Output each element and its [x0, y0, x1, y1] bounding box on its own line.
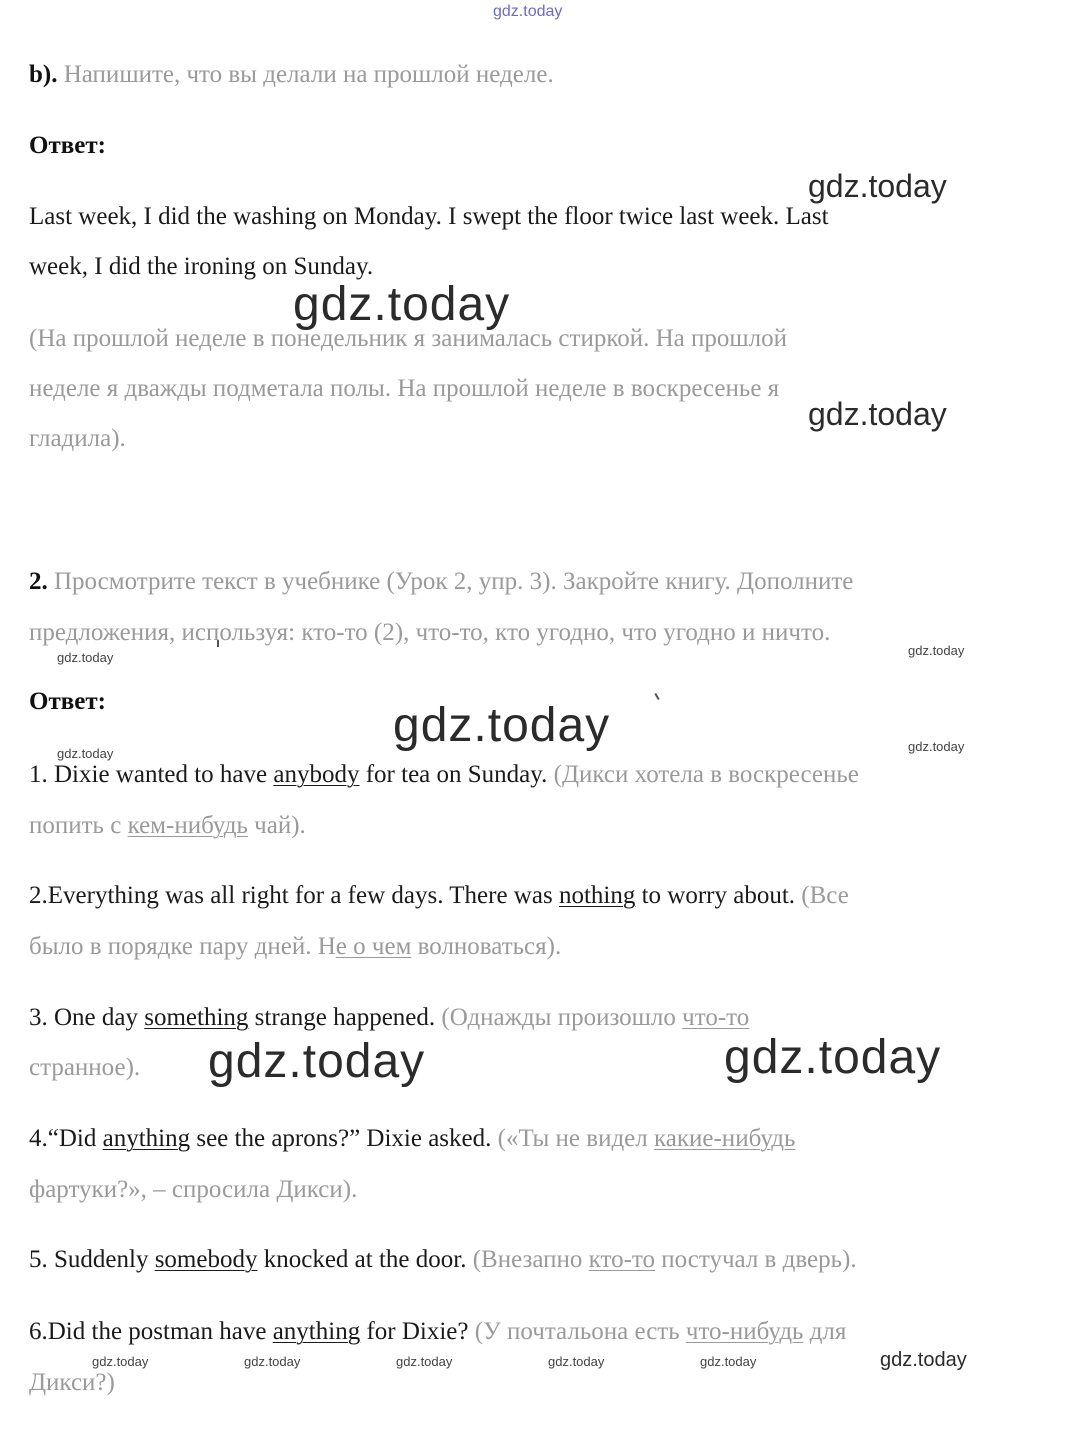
item-text: 1. Dixie wanted to have: [29, 761, 274, 788]
exercise-2-task-text: Просмотрите текст в учебнике (Урок 2, упр. 3). Закройте книгу. Дополните: [47, 568, 854, 595]
watermark: gdz.today: [808, 168, 947, 204]
item-translation-word: какие-нибудь: [654, 1125, 796, 1152]
watermark: gdz.today: [908, 643, 965, 658]
watermark: gdz.today: [724, 1031, 942, 1084]
item-translation: постучал в дверь).: [655, 1246, 857, 1273]
item-translation: (Все: [795, 882, 849, 909]
item-text: to worry about.: [635, 882, 796, 909]
list-item-translation: фартуки?», – спросила Дикси).: [29, 1176, 358, 1203]
section-b-task-text: Напишите, что вы делали на прошлой неделе.: [57, 61, 554, 88]
watermark: gdz.today: [57, 650, 114, 665]
list-item: [29, 1003, 749, 1033]
item-translation-word: е о чем: [335, 933, 412, 960]
answer-en-line: week, I did the ironing on Sunday.: [29, 253, 374, 280]
watermark: gdz.today: [700, 1354, 757, 1369]
item-translation-word: что-нибудь: [685, 1318, 804, 1345]
item-translation: («Ты не видел: [491, 1125, 654, 1152]
watermark: gdz.today: [548, 1354, 605, 1369]
item-translation: (Внезапно: [466, 1246, 589, 1273]
item-translation-word: кем-нибудь: [127, 812, 248, 839]
list-item-translation: Дикси?): [29, 1369, 115, 1396]
stray-mark: [654, 693, 659, 700]
list-item-translation: [29, 932, 561, 962]
answer-ru-line: (На прошлой неделе в понедельник я занималась стиркой. На прошлой: [29, 325, 787, 352]
watermark: gdz.today: [396, 1354, 453, 1369]
item-text: strange happened.: [248, 1004, 436, 1031]
item-translation: (У почтальона есть: [468, 1318, 686, 1345]
answer-ru-line: неделе я дважды подметала полы. На прошлой неделе в воскресенье я: [29, 375, 780, 402]
item-text: for Dixie?: [360, 1318, 469, 1345]
watermark: gdz.today: [808, 396, 947, 432]
answer-heading: Ответ:: [29, 688, 106, 715]
list-item: [29, 881, 849, 911]
item-translation: чай).: [247, 812, 306, 839]
item-answer-word: anybody: [273, 761, 360, 788]
item-text: 5. Suddenly: [29, 1246, 155, 1273]
list-item-translation: [29, 811, 306, 841]
item-answer-word: nothing: [558, 882, 636, 909]
list-item-translation: странное).: [29, 1054, 141, 1081]
answer-en-line: Last week, I did the washing on Monday. I swept the floor twice last week. Last: [29, 203, 829, 230]
watermark: gdz.today: [293, 278, 511, 331]
exercise-2-task-line: предложения, используя: кто-то (2), что-то, кто угодно, что угодно и ничто.: [29, 619, 831, 646]
item-translation: (Дикси хотела в воскресенье: [547, 761, 859, 788]
list-item: [29, 1124, 795, 1154]
watermark: gdz.today: [208, 1035, 426, 1088]
watermark: gdz.today: [908, 739, 965, 754]
item-text: 6.Did the postman have: [29, 1318, 273, 1345]
list-item: [29, 1245, 857, 1275]
section-b-label: b).: [29, 61, 58, 88]
item-answer-word: something: [144, 1004, 249, 1031]
list-item: [29, 1317, 846, 1347]
item-answer-word: somebody: [154, 1246, 258, 1273]
item-translation: для: [803, 1318, 847, 1345]
answer-heading: Ответ:: [29, 132, 106, 159]
exercise-2-task: [29, 567, 853, 597]
item-translation: волноваться).: [411, 933, 562, 960]
item-translation-word: кто-то: [588, 1246, 655, 1273]
item-text: 2.Everything was all right for a few days. There was: [29, 882, 559, 909]
watermark: gdz.today: [880, 1349, 967, 1371]
watermark: gdz.today: [393, 699, 611, 752]
item-translation: было в порядке пару дней. Н: [29, 933, 336, 960]
item-text: 3. One day: [29, 1004, 145, 1031]
item-text: for tea on Sunday.: [359, 761, 548, 788]
watermark: gdz.today: [244, 1354, 301, 1369]
item-translation-word: что-то: [682, 1004, 750, 1031]
watermark-top: gdz.today: [493, 3, 563, 20]
exercise-2-label: 2.: [29, 568, 48, 595]
item-text: see the aprons?” Dixie asked.: [190, 1125, 492, 1152]
item-text: 4.“Did: [29, 1125, 103, 1152]
item-text: knocked at the door.: [257, 1246, 467, 1273]
item-translation: попить с: [29, 812, 128, 839]
watermark: gdz.today: [92, 1354, 149, 1369]
watermark: gdz.today: [57, 746, 114, 761]
item-translation: (Однажды произошло: [435, 1004, 683, 1031]
item-answer-word: anything: [272, 1318, 361, 1345]
item-answer-word: anything: [102, 1125, 191, 1152]
list-item: [29, 760, 859, 790]
section-b-task: [29, 60, 554, 90]
answer-ru-line: гладила).: [29, 425, 126, 452]
